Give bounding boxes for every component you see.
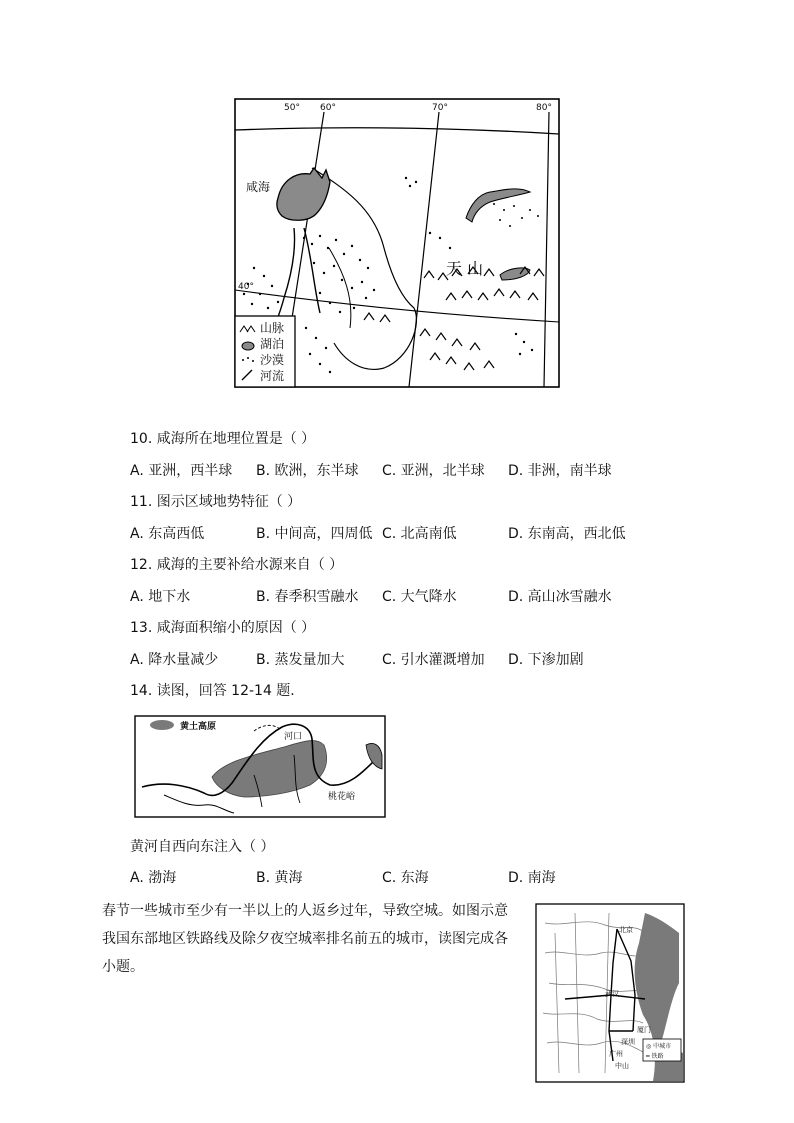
passage-line-3: 小题。 [102,959,144,975]
q14-option-b[interactable]: B. 黄海 [256,870,303,886]
q12-option-c[interactable]: C. 大气降水 [382,589,457,605]
legend-lakes: 湖泊 [260,337,285,351]
passage-line-2: 我国东部地区铁路线及除夕夜空城率排名前五的城市，读图完成各 [102,931,508,947]
q13-option-b[interactable]: B. 蒸发量加大 [256,652,345,668]
q10-option-d[interactable]: D. 非洲，南半球 [508,463,612,479]
question-14-stem: 14. 读图，回答 12-14 题. [130,683,295,699]
city-xiamen: 厦门 [637,1026,651,1034]
city-guangzhou: 广州 [609,1050,623,1058]
question-13-stem: 13. 咸海面积缩小的原因（ ） [130,620,316,636]
passage-line-1: 春节一些城市至少有一半以上的人返乡过年，导致空城。如图示意 [102,903,508,919]
q14-option-d[interactable]: D. 南海 [508,870,556,886]
q10-option-c[interactable]: C. 亚洲，北半球 [382,463,485,479]
question-14-sub-stem: 黄河自西向东注入（ ） [130,839,275,855]
q14-option-c[interactable]: C. 东海 [382,870,429,886]
yellow-river-map [134,715,386,818]
question-12-stem: 12. 咸海的主要补给水源来自（ ） [130,557,344,573]
lon-label-50: 50° [284,103,300,113]
lon-label-80: 80° [536,103,552,113]
loess-plateau-legend: 黄土高原 [180,722,217,732]
rail-map-legend-city: ◎ 中城市 [646,1043,672,1050]
hekou-label: 河口 [284,732,303,742]
yellow-river-map-drawing [134,715,386,818]
legend-desert: 沙漠 [260,353,285,367]
rail-map-legend-rail: ━ 铁路 [646,1053,664,1060]
q10-option-b[interactable]: B. 欧洲，东半球 [256,463,359,479]
q12-option-a[interactable]: A. 地下水 [130,589,191,605]
legend-rivers: 河流 [260,369,285,383]
q13-option-a[interactable]: A. 降水量减少 [130,652,219,668]
q12-option-d[interactable]: D. 高山冰雪融水 [508,589,612,605]
question-11-stem: 11. 图示区域地势特征（ ） [130,494,302,510]
q10-option-a[interactable]: A. 亚洲，西半球 [130,463,233,479]
aral-sea-label: 咸海 [246,180,271,194]
aral-sea-map [234,98,560,388]
q13-option-c[interactable]: C. 引水灌溉增加 [382,652,485,668]
city-beijing: 北京 [619,926,633,934]
legend-mountains: 山脉 [260,321,285,335]
lon-label-60: 60° [320,103,336,113]
q11-option-c[interactable]: C. 北高南低 [382,526,457,542]
q13-option-d[interactable]: D. 下渗加剧 [508,652,584,668]
q11-option-a[interactable]: A. 东高西低 [130,526,205,542]
q11-option-d[interactable]: D. 东南高，西北低 [508,526,626,542]
taohuayu-label: 桃花峪 [328,792,356,802]
china-railway-map [535,903,685,1083]
q12-option-b[interactable]: B. 春季积雪融水 [256,589,359,605]
lon-label-70: 70° [432,103,448,113]
q11-option-b[interactable]: B. 中间高，四周低 [256,526,373,542]
lat-label-40: 40° [238,282,254,292]
city-wuhan: 武汉 [605,990,619,998]
city-shenzhen: 深圳 [621,1038,635,1046]
question-10-stem: 10. 咸海所在地理位置是（ ） [130,431,316,447]
city-zhongshan: 中山 [615,1062,629,1070]
tianshan-label: 天 山 [446,259,484,278]
q14-option-a[interactable]: A. 渤海 [130,870,177,886]
